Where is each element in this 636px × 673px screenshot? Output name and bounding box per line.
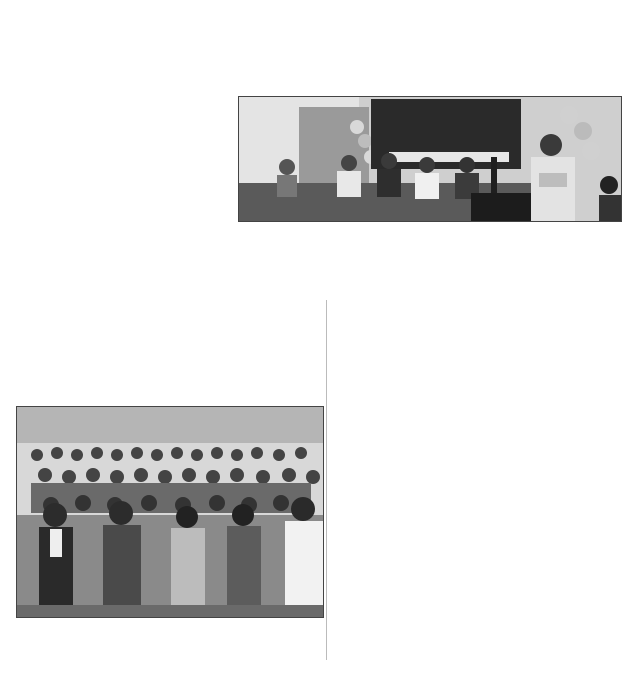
photo-stage-caption xyxy=(242,230,624,276)
column-divider xyxy=(326,300,327,660)
photo-audience xyxy=(16,406,324,618)
article-body-col1 xyxy=(28,96,233,379)
article-body-col2 xyxy=(330,300,622,662)
audience-photo-graphic xyxy=(17,407,323,617)
photo-audience-caption xyxy=(28,620,324,664)
article-headline xyxy=(14,6,622,80)
stage-photo-graphic xyxy=(239,97,621,221)
photo-stage xyxy=(238,96,622,222)
